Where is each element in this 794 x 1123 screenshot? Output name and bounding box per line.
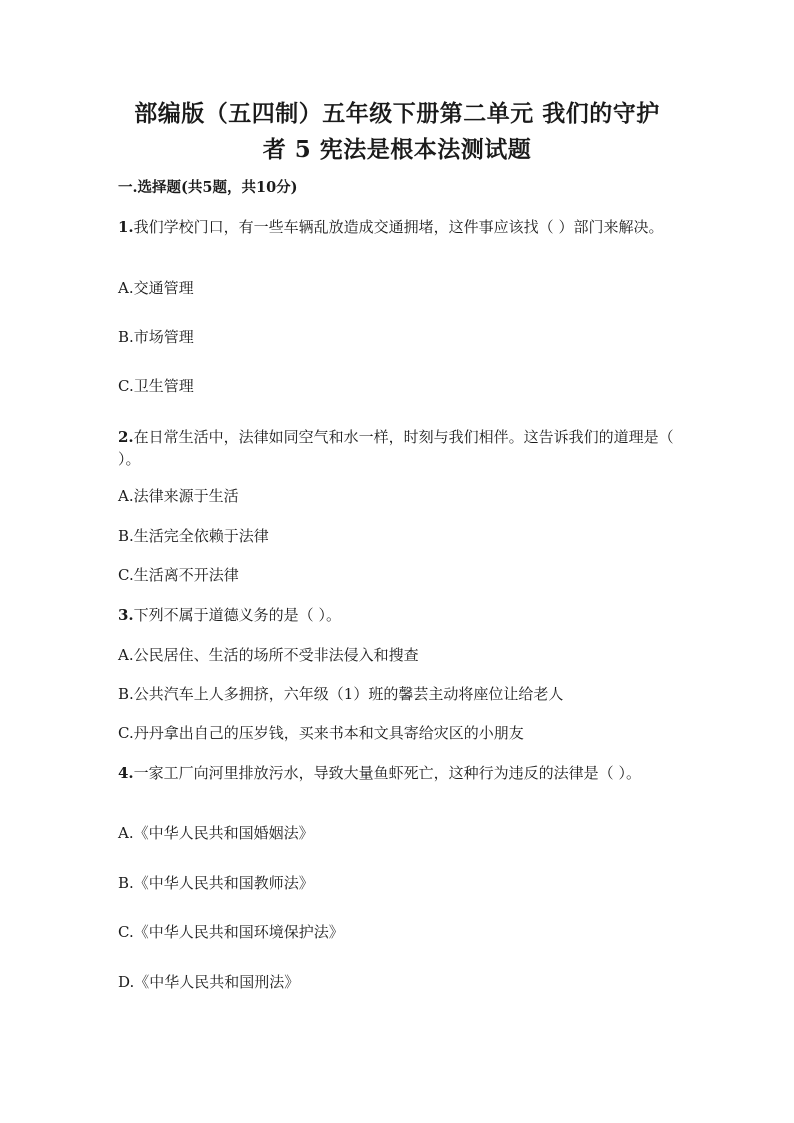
- question-3-option-b: B.公共汽车上人多拥挤，六年级（1）班的馨芸主动将座位让给老人: [118, 685, 564, 703]
- question-4-option-b: B.《中华人民共和国教师法》: [118, 874, 314, 892]
- title-line-2: 者 5 宪法是根本法测试题: [262, 136, 532, 163]
- question-3-text: 下列不属于道德义务的是（ ）。: [133, 606, 341, 624]
- question-1-option-c: C.卫生管理: [118, 377, 194, 395]
- question-3-option-c: C.丹丹拿出自己的压岁钱，买来书本和文具寄给灾区的小朋友: [118, 724, 524, 742]
- question-4-text: 一家工厂向河里排放污水，导致大量鱼虾死亡，这种行为违反的法律是（ ）。: [133, 764, 641, 782]
- question-2-number: 2.: [118, 428, 134, 446]
- question-4-number: 4.: [118, 764, 134, 782]
- question-2-text: 在日常生活中，法律如同空气和水一样，时刻与我们相伴。这告诉我们的道理是（ ）。: [118, 428, 674, 468]
- section-heading: 一.选择题(共5题，共10分): [118, 179, 298, 196]
- question-4: [118, 762, 678, 784]
- question-1-option-b: B.市场管理: [118, 328, 194, 346]
- document-title: [100, 96, 694, 168]
- question-1-number: 1.: [118, 218, 134, 236]
- question-2: [118, 426, 678, 470]
- question-4-option-a: A.《中华人民共和国婚姻法》: [118, 824, 314, 842]
- question-4-option-d: D.《中华人民共和国刑法》: [118, 973, 300, 991]
- title-line-1: 部编版（五四制）五年级下册第二单元 我们的守护: [134, 100, 660, 127]
- question-1-text: 我们学校门口，有一些车辆乱放造成交通拥堵，这件事应该找（ ）部门来解决。: [133, 218, 664, 236]
- question-2-option-a: A.法律来源于生活: [118, 487, 239, 505]
- question-2-option-c: C.生活离不开法律: [118, 566, 239, 584]
- question-4-option-c: C.《中华人民共和国环境保护法》: [118, 923, 344, 941]
- question-1-option-a: A.交通管理: [118, 279, 194, 297]
- question-3-option-a: A.公民居住、生活的场所不受非法侵入和搜查: [118, 646, 419, 664]
- question-2-option-b: B.生活完全依赖于法律: [118, 527, 269, 545]
- question-3: [118, 604, 678, 626]
- question-3-number: 3.: [118, 606, 134, 624]
- question-1: [118, 216, 678, 238]
